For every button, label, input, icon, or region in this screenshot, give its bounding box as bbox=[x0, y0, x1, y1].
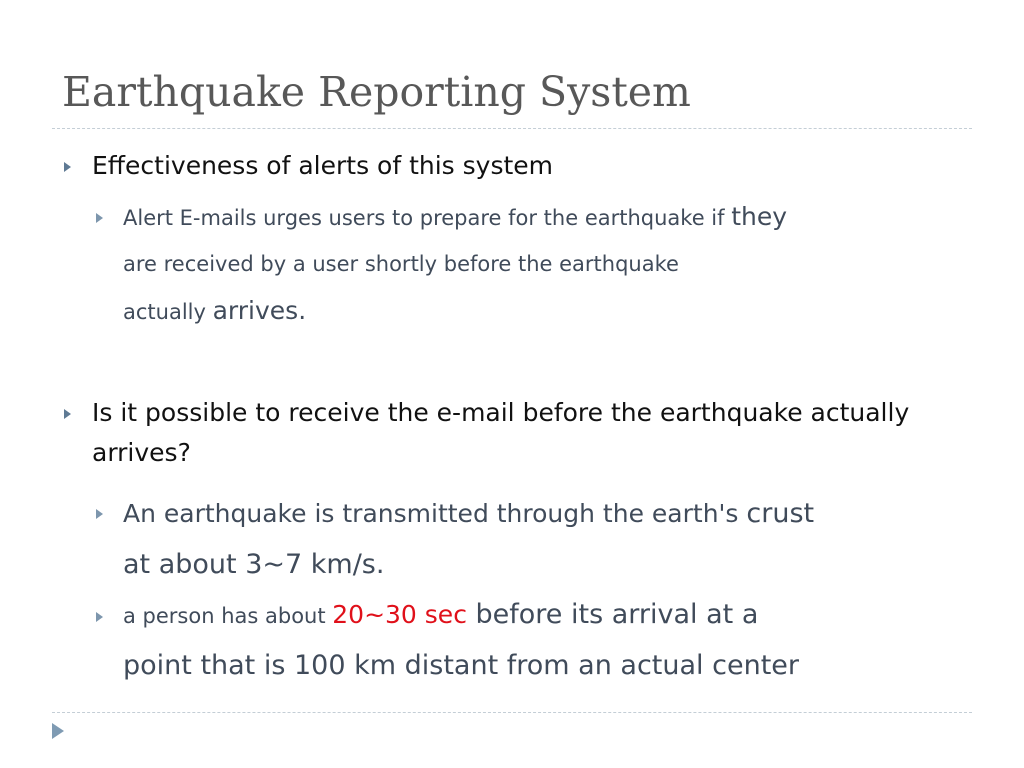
sub-text-part: Alert E-mails urges users to prepare for the earthquake if bbox=[123, 206, 732, 230]
highlighted-duration: 20~30 sec bbox=[332, 600, 467, 629]
sub-text-part: . bbox=[298, 296, 307, 325]
bullet-2-sub-2 bbox=[123, 591, 963, 693]
sub-bullet-marker bbox=[96, 213, 103, 223]
sub-text-part: they bbox=[731, 202, 788, 231]
sub-bullet-marker bbox=[96, 509, 103, 519]
sub-text-part: point that is 100 km distant from an actual center bbox=[123, 650, 800, 681]
bullet-1-sub-1 bbox=[123, 194, 963, 336]
bullet-marker bbox=[64, 162, 71, 172]
slide-title: Earthquake Reporting System bbox=[62, 68, 691, 116]
bullet-marker bbox=[64, 409, 71, 419]
footer-divider bbox=[52, 712, 972, 713]
bullet-2-sub-1 bbox=[123, 490, 963, 592]
slide-marker-icon bbox=[52, 723, 64, 739]
sub-text-part: An earthquake is transmitted through the earth's bbox=[123, 499, 747, 528]
sub-text-part: arrives bbox=[212, 296, 299, 325]
sub-text-part: a person has about bbox=[123, 604, 333, 628]
sub-text-part: are received by a user shortly before the earthquake bbox=[123, 252, 679, 276]
sub-bullet-marker bbox=[96, 612, 103, 622]
title-divider bbox=[52, 128, 972, 129]
sub-text-part: at about 3~7 km/s. bbox=[123, 549, 385, 580]
bullet-2-text: Is it possible to receive the e-mail before the earthquake actually arrives? bbox=[92, 398, 910, 467]
sub-text-part: crust bbox=[746, 498, 815, 529]
bullet-1-text: Effectiveness of alerts of this system bbox=[92, 151, 554, 180]
sub-text-part: before its arrival at a bbox=[466, 599, 759, 630]
sub-text-part: actually bbox=[123, 300, 213, 324]
